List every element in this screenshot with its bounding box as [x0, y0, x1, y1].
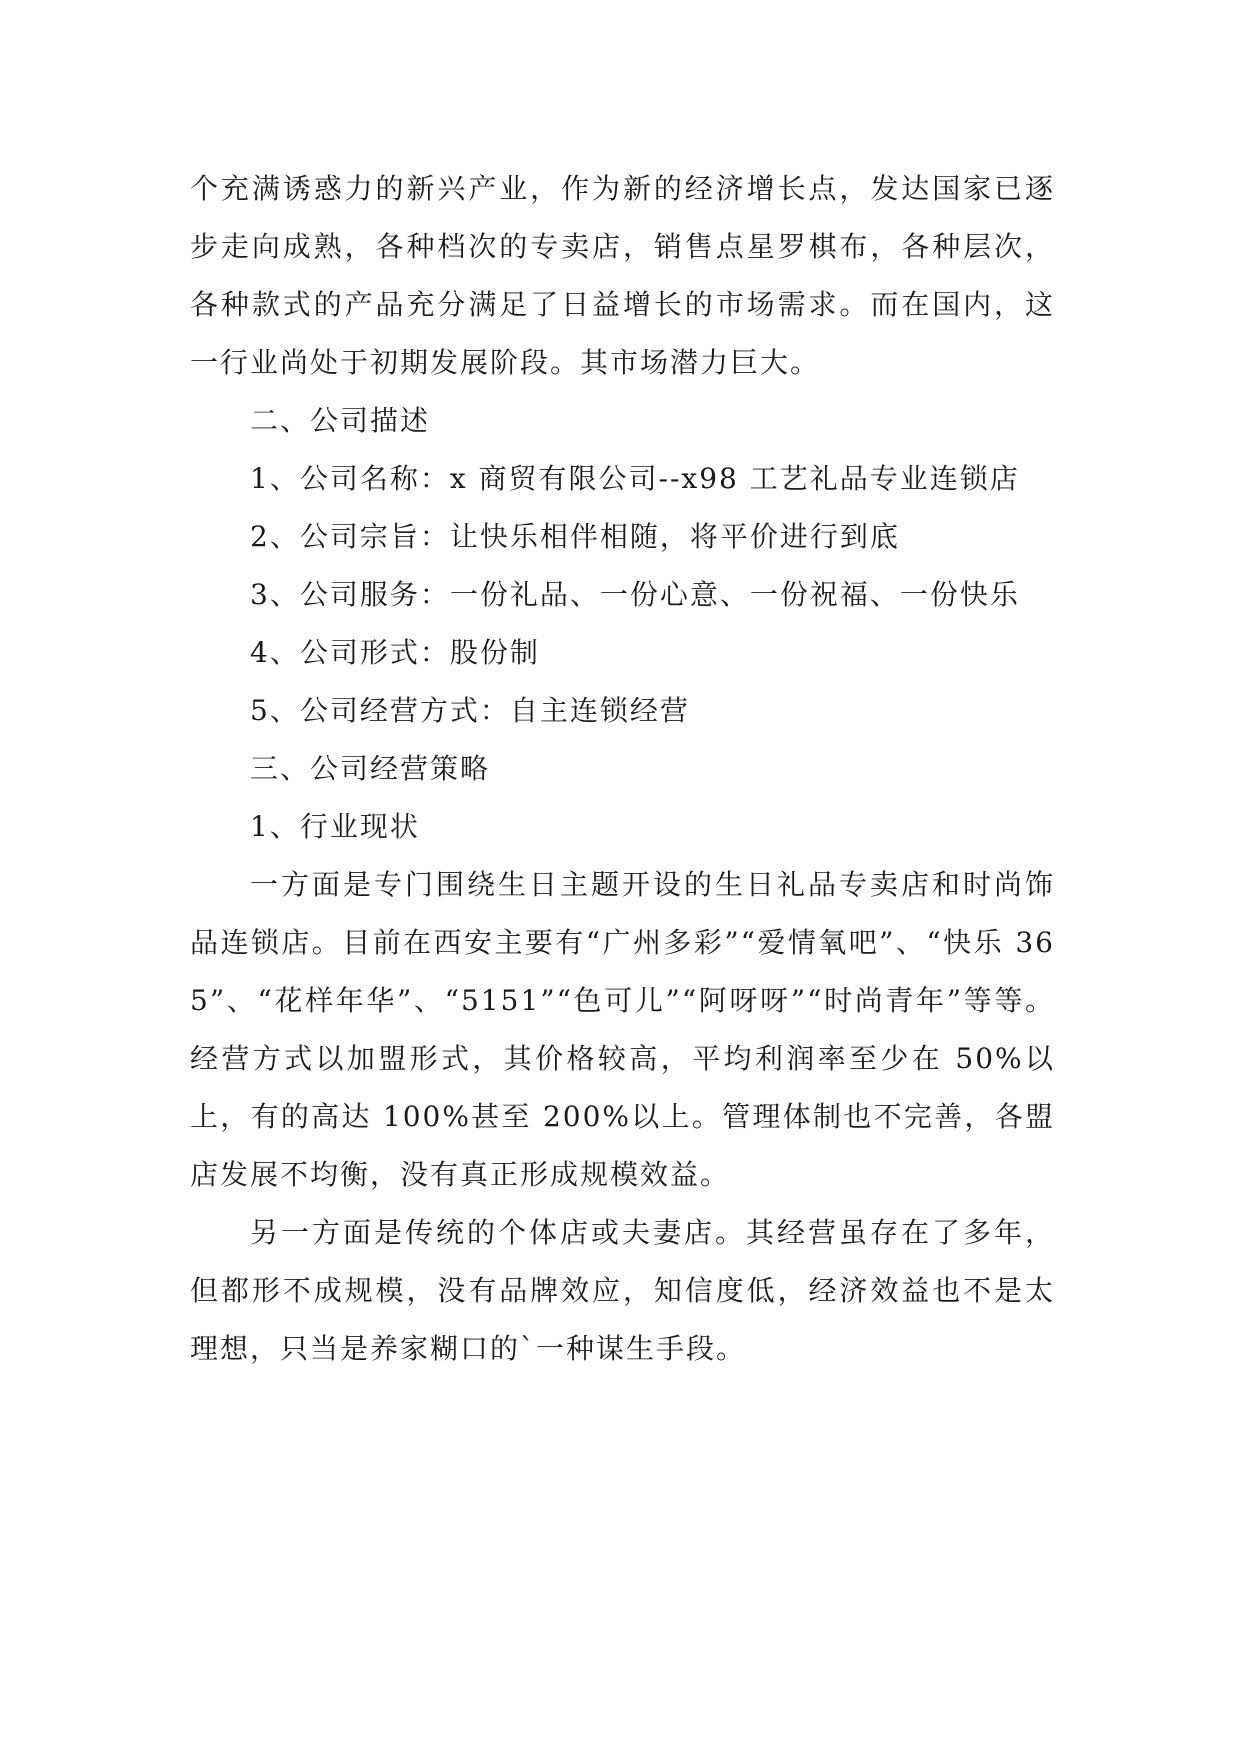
company-service-item: 3、公司服务：一份礼品、一份心意、一份祝福、一份快乐 [250, 578, 1020, 611]
document-body [190, 160, 1055, 1378]
paragraph-intro-continued: 个充满诱惑力的新兴产业，作为新的经济增长点，发达国家已逐步走向成熟，各种档次的专卖店，销售点星罗棋布，各种层次，各种款式的产品充分满足了日益增长的市场需求。而在国内，这一行业尚处于初期发展阶段。其市场潜力巨大。 [190, 172, 1055, 379]
company-purpose-item: 2、公司宗旨：让快乐相伴相随，将平价进行到底 [250, 520, 900, 553]
subheading-industry-status: 1、行业现状 [250, 810, 420, 843]
company-operation-mode-item: 5、公司经营方式：自主连锁经营 [250, 694, 690, 727]
company-name-item: 1、公司名称：x 商贸有限公司--x98 工艺礼品专业连锁店 [250, 462, 1020, 495]
company-form-item: 4、公司形式：股份制 [250, 636, 540, 669]
heading-business-strategy: 三、公司经营策略 [250, 752, 491, 785]
paragraph-chain-stores: 一方面是专门围绕生日主题开设的生日礼品专卖店和时尚饰品连锁店。目前在西安主要有“广州多彩”“爱情氧吧”、“快乐 365”、“花样年华”、“5151”“色可儿”“阿呀呀”“时尚青年”等等。经营方式以加盟形式，其价格较高，平均利润率至少在 50%以上，有的高达 100%甚至 200%以上。管理体制也不完善，各盟店发展不均衡，没有真正形成规模效益。 [190, 868, 1055, 1191]
paragraph-individual-stores: 另一方面是传统的个体店或夫妻店。其经营虽存在了多年，但都形不成规模，没有品牌效应，知信度低，经济效益也不是太理想，只当是养家糊口的`一种谋生手段。 [190, 1216, 1055, 1365]
heading-company-description: 二、公司描述 [250, 404, 431, 437]
